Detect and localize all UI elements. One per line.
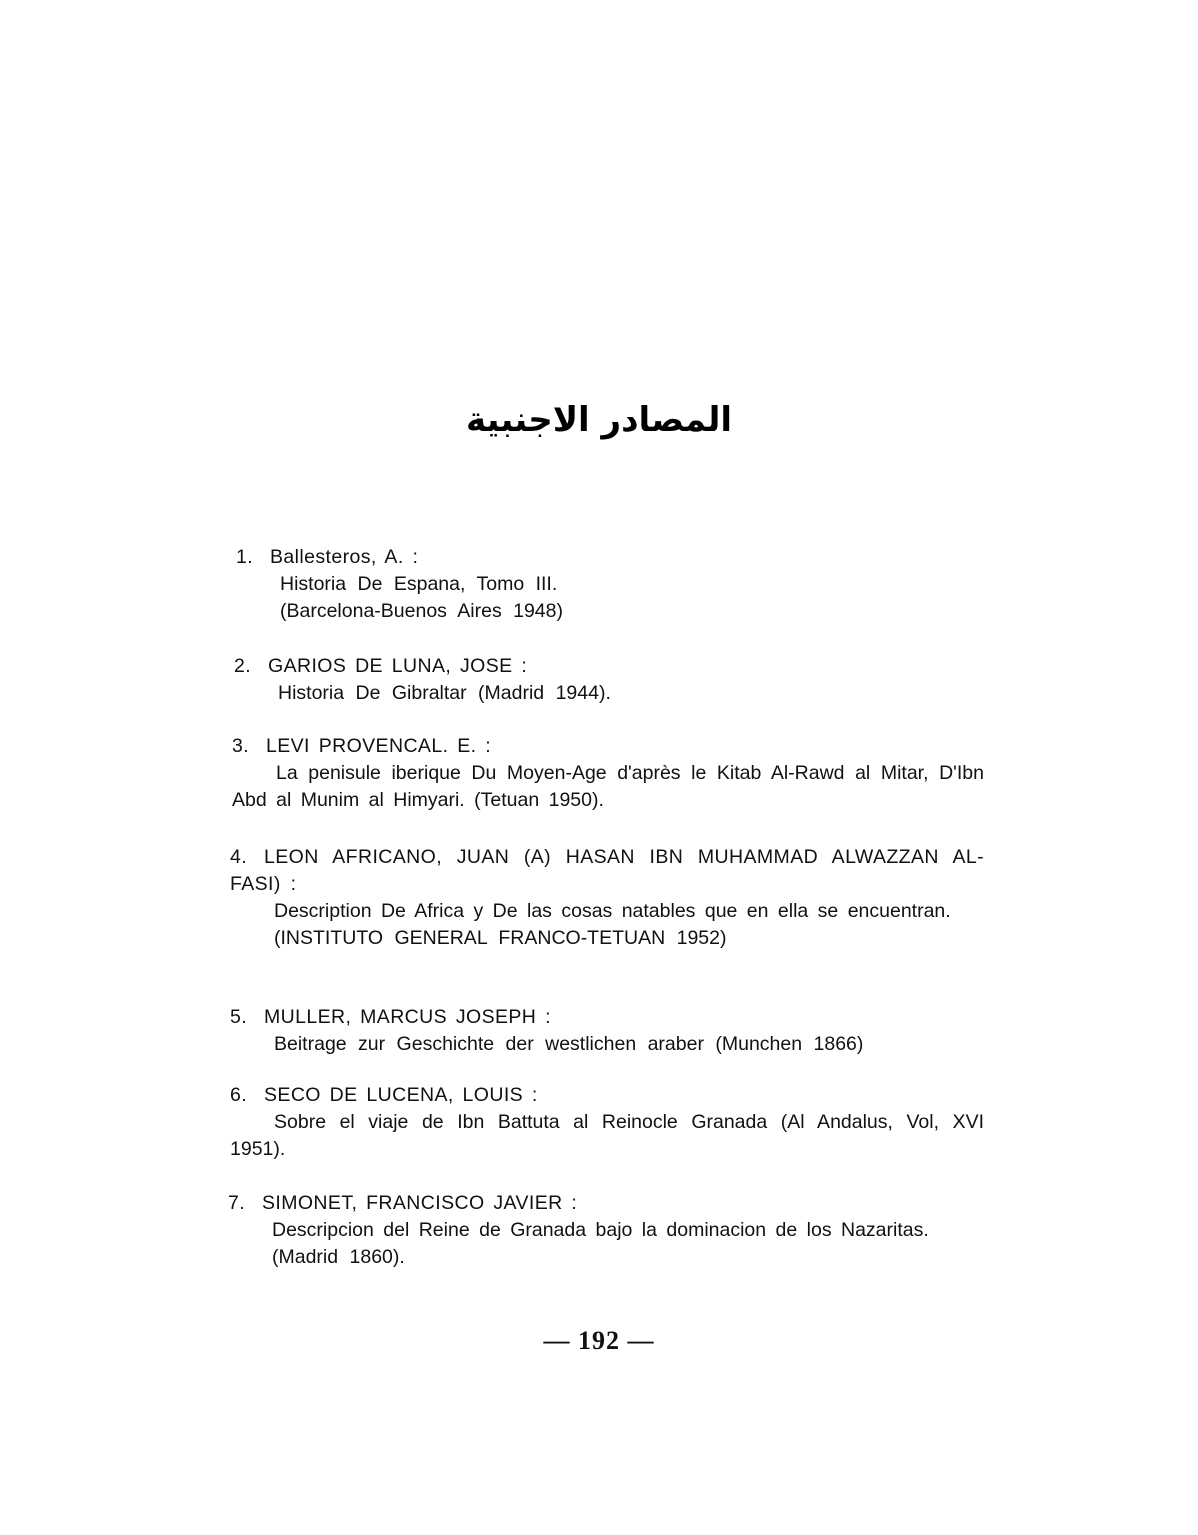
entry-author: SECO DE LUCENA, LOUIS :	[264, 1084, 538, 1106]
entry-detail-extra: (INSTITUTO GENERAL FRANCO-TETUAN 1952)	[274, 927, 727, 949]
entry-author: MULLER, MARCUS JOSEPH :	[264, 1006, 551, 1028]
entry-author: SIMONET, FRANCISCO JAVIER :	[262, 1192, 578, 1214]
page-number: — 192 —	[543, 1326, 655, 1355]
bibliography-entry-6	[230, 1082, 984, 1163]
entry-detail-line: Historia De Gibraltar (Madrid 1944).	[278, 682, 611, 704]
entry-author: LEON AFRICANO, JUAN (A) HASAN IBN MUHAMMAD ALWAZZAN AL-FASI) :	[230, 846, 984, 895]
entry-detail-line: Beitrage zur Geschichte der westlichen araber (Munchen 1866)	[274, 1033, 864, 1055]
entry-author: Ballesteros, A. :	[270, 546, 419, 568]
bibliography-entry-7	[228, 1190, 984, 1271]
entry-detail-text: La penisule iberique Du Moyen-Age d'après le Kitab Al-Rawd al Mitar, D'Ibn Abd al Munim al Himyari. (Tetuan 1950).	[232, 762, 984, 811]
entry-detail-text: Sobre el viaje de Ibn Battuta al Reinocle Granada (Al Andalus, Vol, XVI 1951).	[230, 1111, 984, 1160]
bibliography-entry-2	[234, 653, 984, 707]
bibliography-entry-1	[236, 544, 984, 625]
entry-detail-text: Descripcion del Reine de Granada bajo la dominacion de los Nazaritas.	[272, 1219, 929, 1241]
entry-number: 1.	[236, 546, 254, 568]
entry-author: LEVI PROVENCAL. E. :	[266, 735, 492, 757]
entry-number: 3.	[232, 735, 250, 757]
entry-detail-line: (Barcelona-Buenos Aires 1948)	[280, 600, 563, 622]
entry-number: 5.	[230, 1006, 248, 1028]
entry-author: GARIOS DE LUNA, JOSE :	[268, 655, 528, 677]
entry-number: 6.	[230, 1084, 248, 1106]
bibliography-entry-3	[232, 733, 984, 814]
entry-number: 4.	[230, 846, 248, 868]
page-heading: المصادر الاجنبية	[465, 400, 733, 440]
entry-detail-text: Description De Africa y De las cosas natables que en ella se encuentran.	[274, 900, 951, 922]
entry-number: 2.	[234, 655, 252, 677]
bibliography-entry-5	[230, 1004, 984, 1058]
entry-number: 7.	[228, 1192, 246, 1214]
entry-detail-extra: (Madrid 1860).	[272, 1246, 405, 1268]
entry-detail-line: Historia De Espana, Tomo III.	[280, 573, 558, 595]
bibliography-entry-4	[230, 844, 984, 952]
